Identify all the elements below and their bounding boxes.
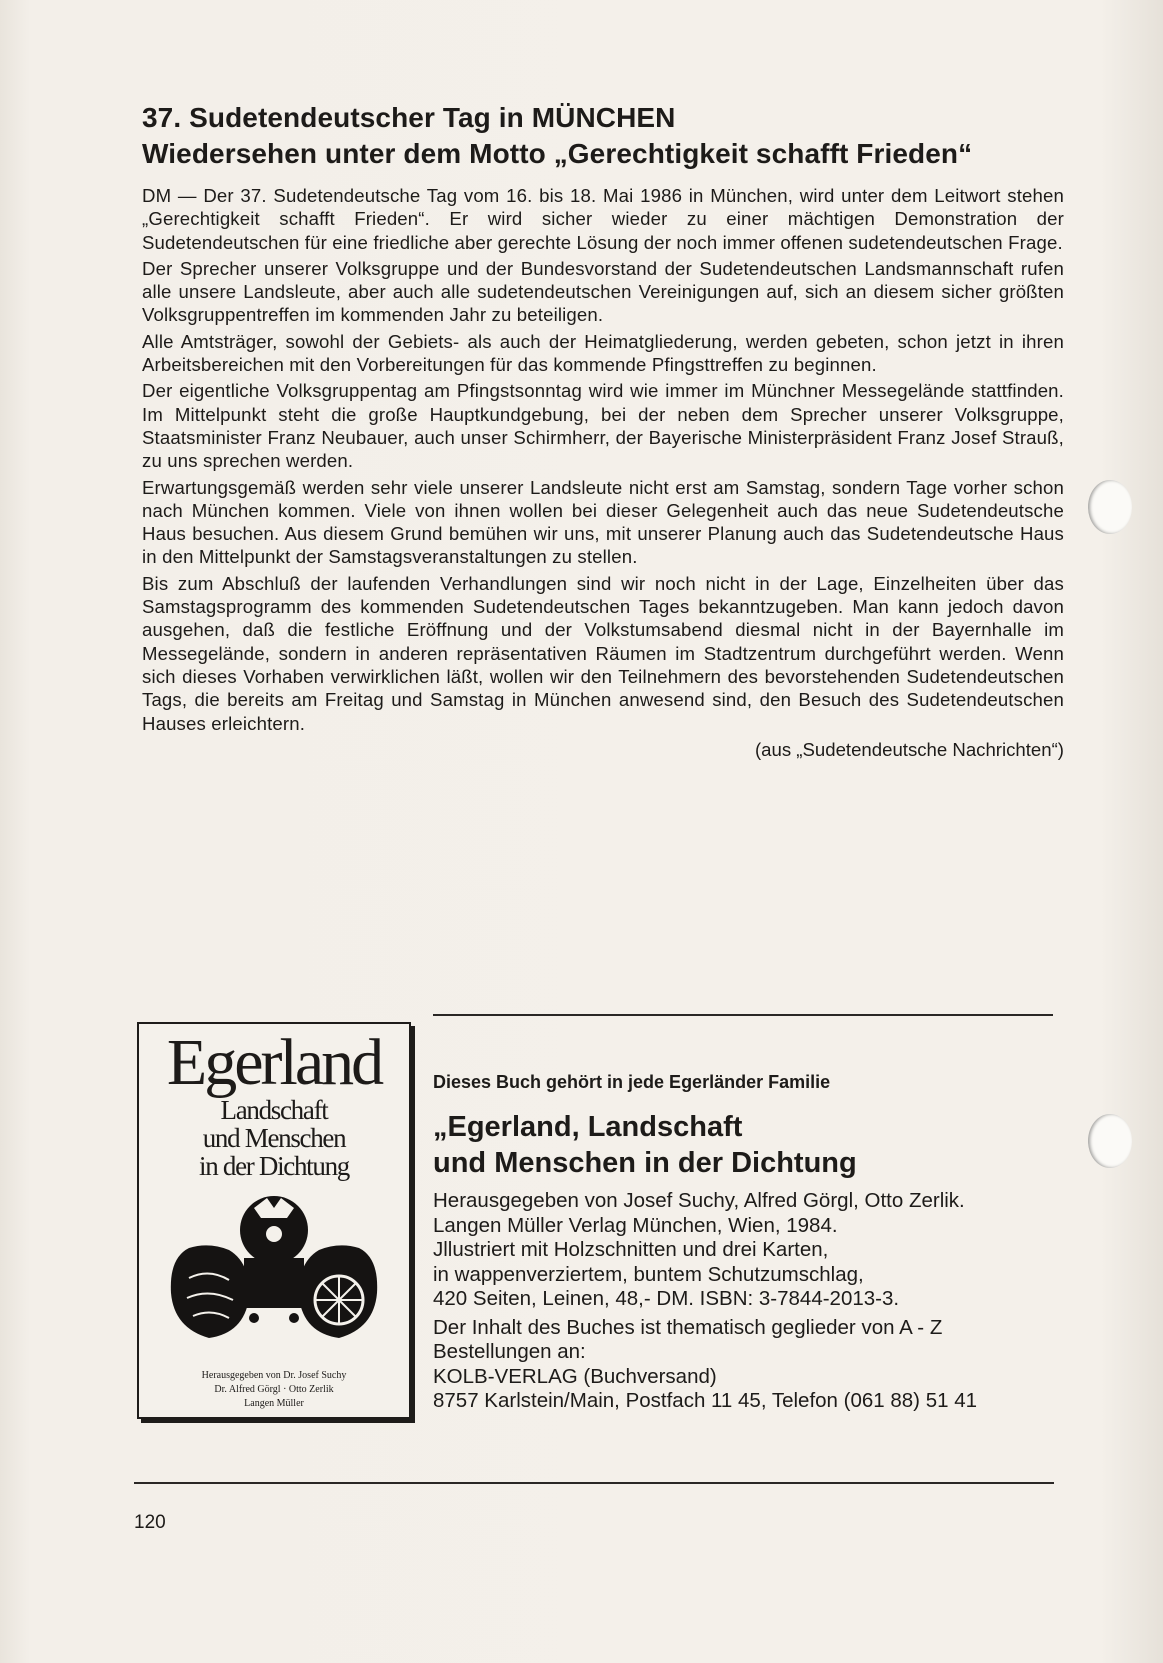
- ad-detail-line: KOLB-VERLAG (Buchversand): [433, 1364, 717, 1388]
- divider-bottom: [134, 1482, 1054, 1484]
- article-source: (aus „Sudetendeutsche Nachrichten“): [754, 738, 1064, 760]
- article-paragraph: Der eigentliche Volksgruppentag am Pfingstsonntag wird wie immer im Münchner Messegelände stattfinden. Im Mittelpunkt steht die große Hauptkundgebung, bei der neben dem Sprecher unserer Volksgruppe, Staatsminister Franz Neubauer, auch unser Schirmherr, der Bayerische Ministerpräsident Franz Josef Strauß, zu uns sprechen werden.: [142, 380, 1064, 472]
- headline-line-1: 37. Sudetendeutscher Tag in MÜNCHEN: [142, 102, 676, 133]
- article-paragraph: Erwartungsgemäß werden sehr viele unserer Landsleute nicht erst am Samstag, sondern Tage vorher schon nach München kommen. Viele von ihnen wollen bei dieser Gelegenheit auch das neue Sudetendeutsche Haus besuchen. Aus diesem Grund bemühen wir uns, mit unserer Planung auch das Sudetendeutsche Haus in den Mittelpunkt der Samstagsveranstaltungen zu stellen.: [142, 476, 1064, 568]
- divider-top: [433, 1014, 1053, 1016]
- punch-hole-bottom: [1088, 1114, 1132, 1168]
- ad-detail-line: 8757 Karlstein/Main, Postfach 11 45, Telefon (061 88) 51 41: [433, 1389, 977, 1412]
- ad-detail-line: in wappenverziertem, buntem Schutzumschlag,: [433, 1262, 864, 1286]
- headline-line-2: Wiedersehen unter dem Motto „Gerechtigkeit schafft Frieden“: [142, 138, 973, 169]
- book-cover-subtitle-1: Landschaft: [220, 1095, 328, 1125]
- article-body: [142, 184, 1064, 735]
- book-cover-credits: [139, 1369, 409, 1411]
- coat-of-arms-woodcut-icon: [149, 1188, 399, 1358]
- book-cover-subtitle-2: und Menschen: [202, 1123, 346, 1153]
- punch-hole-top: [1088, 480, 1132, 534]
- ad-detail-line: Herausgegeben von Josef Suchy, Alfred Görgl, Otto Zerlik.: [433, 1189, 965, 1212]
- article-paragraph: Alle Amtsträger, sowohl der Gebiets- als auch der Heimatgliederung, werden gebeten, schon jetzt in ihren Arbeitsbereichen mit den Vorbereitungen für das kommende Pfingsttreffen zu beginnen.: [142, 330, 1064, 376]
- ad-detail-line: Langen Müller Verlag München, Wien, 1984.: [433, 1213, 838, 1237]
- book-cover-subtitle-3: in der Dichtung: [199, 1151, 349, 1181]
- article-paragraph: Bis zum Abschluß der laufenden Verhandlungen sind wir noch nicht in der Lage, Einzelheiten über das Samstagsprogramm des kommenden Sudetendeutschen Tages bekanntzugeben. Man kann jedoch davon ausgehen, daß die festliche Eröffnung und der Volkstumsabend diesmal nicht in der Bayernhalle im Messegelände, sondern in anderen repräsentativen Räumen im Stadtzentrum durchgeführt werden. Wenn sich dieses Vorhaben verwirklichen läßt, wollen wir den Teilnehmern des bevorstehenden Sudetendeutschen Tags, die bereits am Freitag und Samstag in München anwesend sind, den Besuch des Sudetendeutschen Hauses erleichtern.: [142, 572, 1064, 734]
- ad-detail-line: Bestellungen an:: [433, 1340, 586, 1363]
- page-number: 120: [134, 1512, 166, 1533]
- book-cover-credit-line: Dr. Alfred Görgl · Otto Zerlik: [214, 1384, 334, 1395]
- ad-kicker: Dieses Buch gehört in jede Egerländer Familie: [433, 1072, 831, 1092]
- book-cover-credit-line: Langen Müller: [244, 1398, 304, 1409]
- ad-title-line-1: „Egerland, Landschaft: [433, 1111, 743, 1143]
- ad-title-line-2: und Menschen in der Dichtung: [433, 1147, 857, 1179]
- book-cover-credit-line: Herausgegeben von Dr. Josef Suchy: [201, 1370, 347, 1381]
- article: [142, 100, 1064, 761]
- article-paragraph: DM — Der 37. Sudetendeutsche Tag vom 16. bis 18. Mai 1986 in München, wird unter dem Leitwort stehen „Gerechtigkeit schafft Frieden“. Er wird sicher wieder zu einer mächtigen Demonstration der Sudetendeutschen für eine friedliche aber gerechte Lösung der noch immer offenen sudetendeutschen Frage.: [142, 185, 1064, 253]
- book-advertisement: [433, 1072, 1073, 1414]
- ad-details: [433, 1189, 1073, 1414]
- book-cover-image: [137, 1022, 411, 1419]
- book-cover-title: Egerland: [166, 1026, 382, 1099]
- article-paragraph: Der Sprecher unserer Volksgruppe und der Bundesvorstand der Sudetendeutschen Landsmannschaft rufen alle unsere Landsleute, aber auch alle sudetendeutschen Vereinigungen auf, sich an diesem sicher größten Volksgruppentreffen im kommenden Jahr zu beteiligen.: [142, 257, 1064, 326]
- ad-detail-line: Jllustriert mit Holzschnitten und drei Karten,: [433, 1238, 829, 1261]
- ad-detail-line: 420 Seiten, Leinen, 48,- DM. ISBN: 3-7844-2013-3.: [433, 1287, 900, 1310]
- ad-title: [433, 1109, 1073, 1181]
- ad-detail-line: Der Inhalt des Buches ist thematisch geglieder von A - Z: [433, 1315, 943, 1339]
